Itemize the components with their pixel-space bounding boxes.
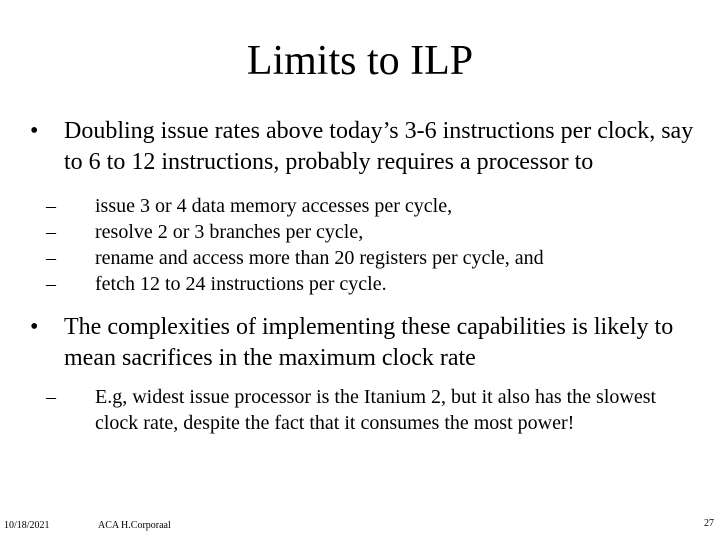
sub-bullet-item	[30, 271, 695, 297]
sub-bullet-text: rename and access more than 20 registers per cycle, and	[95, 247, 544, 269]
sub-bullet-item	[30, 219, 695, 245]
footer-author: ACA H.Corporaal	[98, 520, 171, 531]
footer-date: 10/18/2021	[4, 520, 50, 531]
sub-bullet-text: E.g, widest issue processor is the Itanium 2, but it also has the slowest clock rate, despite the fact that it consumes the most power!	[95, 386, 657, 434]
sub-bullet-item	[30, 384, 695, 436]
sub-bullet-text: issue 3 or 4 data memory accesses per cycle,	[95, 195, 453, 217]
sub-bullet-text: resolve 2 or 3 branches per cycle,	[95, 221, 364, 243]
sub-bullet-marker: –	[46, 273, 56, 295]
bullet-text: Doubling issue rates above today’s 3-6 instructions per clock, say to 6 to 12 instructions, probably requires a processor to	[64, 118, 694, 175]
sub-bullet-list	[30, 193, 695, 297]
bullet-item	[30, 312, 695, 374]
sub-bullet-marker: –	[46, 247, 56, 269]
sub-bullet-item	[30, 193, 695, 219]
sub-bullet-list	[30, 384, 695, 436]
sub-bullet-marker: –	[46, 221, 56, 243]
bullet-marker: •	[30, 118, 39, 144]
sub-bullet-marker: –	[46, 386, 56, 408]
bullet-text: The complexities of implementing these capabilities is likely to mean sacrifices in the maximum clock rate	[64, 314, 674, 371]
bullet-item	[30, 116, 695, 178]
bullet-marker: •	[30, 314, 39, 340]
page-number: 27	[704, 518, 714, 529]
slide-title: Limits to ILP	[246, 38, 474, 84]
bullet-list	[30, 116, 695, 436]
sub-bullet-marker: –	[46, 195, 56, 217]
sub-bullet-text: fetch 12 to 24 instructions per cycle.	[95, 273, 387, 295]
sub-bullet-item	[30, 245, 695, 271]
